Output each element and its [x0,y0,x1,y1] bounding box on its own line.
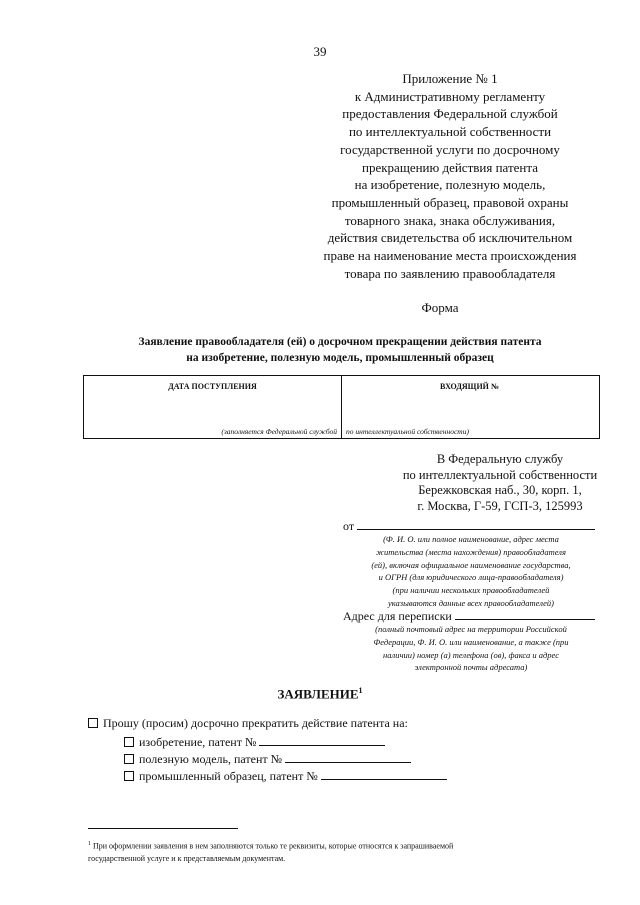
note-line: жительства (места нахождения) правообладателя [376,546,566,557]
recipient-line: В Федеральную службу [436,452,564,466]
option-label: полезную модель, патент № [139,752,283,766]
footnote-number: 1 [88,841,91,847]
appendix-line: на изобретение, полезную модель, [354,177,546,193]
utility-model-checkbox[interactable] [124,754,134,764]
appendix-line: товарного знака, знака обслуживания, [344,212,556,228]
request-item [88,716,408,731]
address-field-note [340,623,602,674]
note-line: и ОГРН (для юридического лица-правообладателя) [378,572,564,583]
correspondence-address-field[interactable] [343,608,595,624]
title-line: на изобретение, полезную модель, промышленный образец [186,352,494,364]
recipient-line: по интеллектуальной собственности [402,467,598,482]
request-text: Прошу (просим) досрочно прекратить действие патента на: [103,716,408,730]
page-number: 39 [313,44,327,59]
option-invention [124,734,385,750]
from-blank-line[interactable] [357,518,595,530]
filled-by-note-right: по интеллектуальной собственности) [346,427,469,436]
application-heading-text: ЗАЯВЛЕНИЕ [277,686,359,702]
note-line: (Ф. И. О. или полное наименование, адрес места [383,534,559,544]
incoming-number-header: ВХОДЯЩИЙ № [440,382,499,391]
from-label: от [343,519,355,533]
note-line: Федерации, Ф. И. О. или наименование, а также (при [373,636,569,647]
recipient-address [370,452,630,514]
note-line: (ей), включая официальное наименование государства, [371,559,571,570]
note-line: наличии) номер (а) телефона (ов), факса и адрес [383,649,559,660]
address-label: Адрес для переписки [343,609,452,623]
address-blank-line[interactable] [455,608,595,620]
footnote-rule [88,828,238,829]
recipient-line: Бережковская наб., 30, корп. 1, [418,483,582,497]
invention-checkbox[interactable] [124,737,134,747]
form-label: Форма [421,300,459,315]
footnote-line: $^1$ При оформлении заявления в нем заполняются только те реквизиты, которые относятся к запрашиваемой [88,841,454,851]
note-line: указываются данные всех правообладателей) [387,597,554,608]
from-field[interactable] [343,518,595,534]
option-industrial-design [124,768,447,784]
option-label: изобретение, патент № [139,735,257,749]
application-heading [0,686,640,702]
industrial-design-patent-number-line[interactable] [321,768,447,780]
appendix-line: Приложение № 1 [402,71,498,86]
request-checkbox[interactable] [88,718,98,728]
appendix-line: государственной услуги по досрочному [340,141,560,157]
utility-model-patent-number-line[interactable] [285,751,411,763]
document-title [60,334,620,366]
appendix-line: прекращению действия патента [362,159,538,175]
appendix-line: товара по заявлению правообладателя [344,265,556,281]
appendix-line: к Административному регламенту [354,88,546,104]
appendix-line: праве на наименование места происхождения [323,248,577,264]
note-line: (полный почтовый адрес на территории Российской [375,624,567,634]
date-received-header: ДАТА ПОСТУПЛЕНИЯ [168,382,257,391]
from-field-note [340,533,602,610]
filled-by-note-left: (заполняется Федеральной службой [221,427,337,436]
invention-patent-number-line[interactable] [259,734,385,746]
footnote [88,838,588,865]
appendix-reference [300,70,600,282]
option-utility-model [124,751,411,767]
recipient-line: г. Москва, Г-59, ГСП-3, 125993 [417,498,583,513]
note-line: электронной почты адресата) [414,662,528,673]
title-line: Заявление правообладателя (ей) о досрочном прекращении действия патента [138,336,542,348]
intake-table [83,375,600,439]
appendix-line: по интеллектуальной собственности [348,124,552,140]
option-label: промышленный образец, патент № [139,769,318,783]
appendix-line: промышленный образец, правовой охраны [331,194,569,210]
footnote-marker: 1 [358,686,363,695]
appendix-line: действия свидетельства об исключительном [327,230,573,246]
industrial-design-checkbox[interactable] [124,771,134,781]
note-line: (при наличии нескольких правообладателей [392,585,550,596]
appendix-line: предоставления Федеральной службой [342,106,558,122]
footnote-line: государственной услуге и к представляемым документам. [88,853,286,863]
